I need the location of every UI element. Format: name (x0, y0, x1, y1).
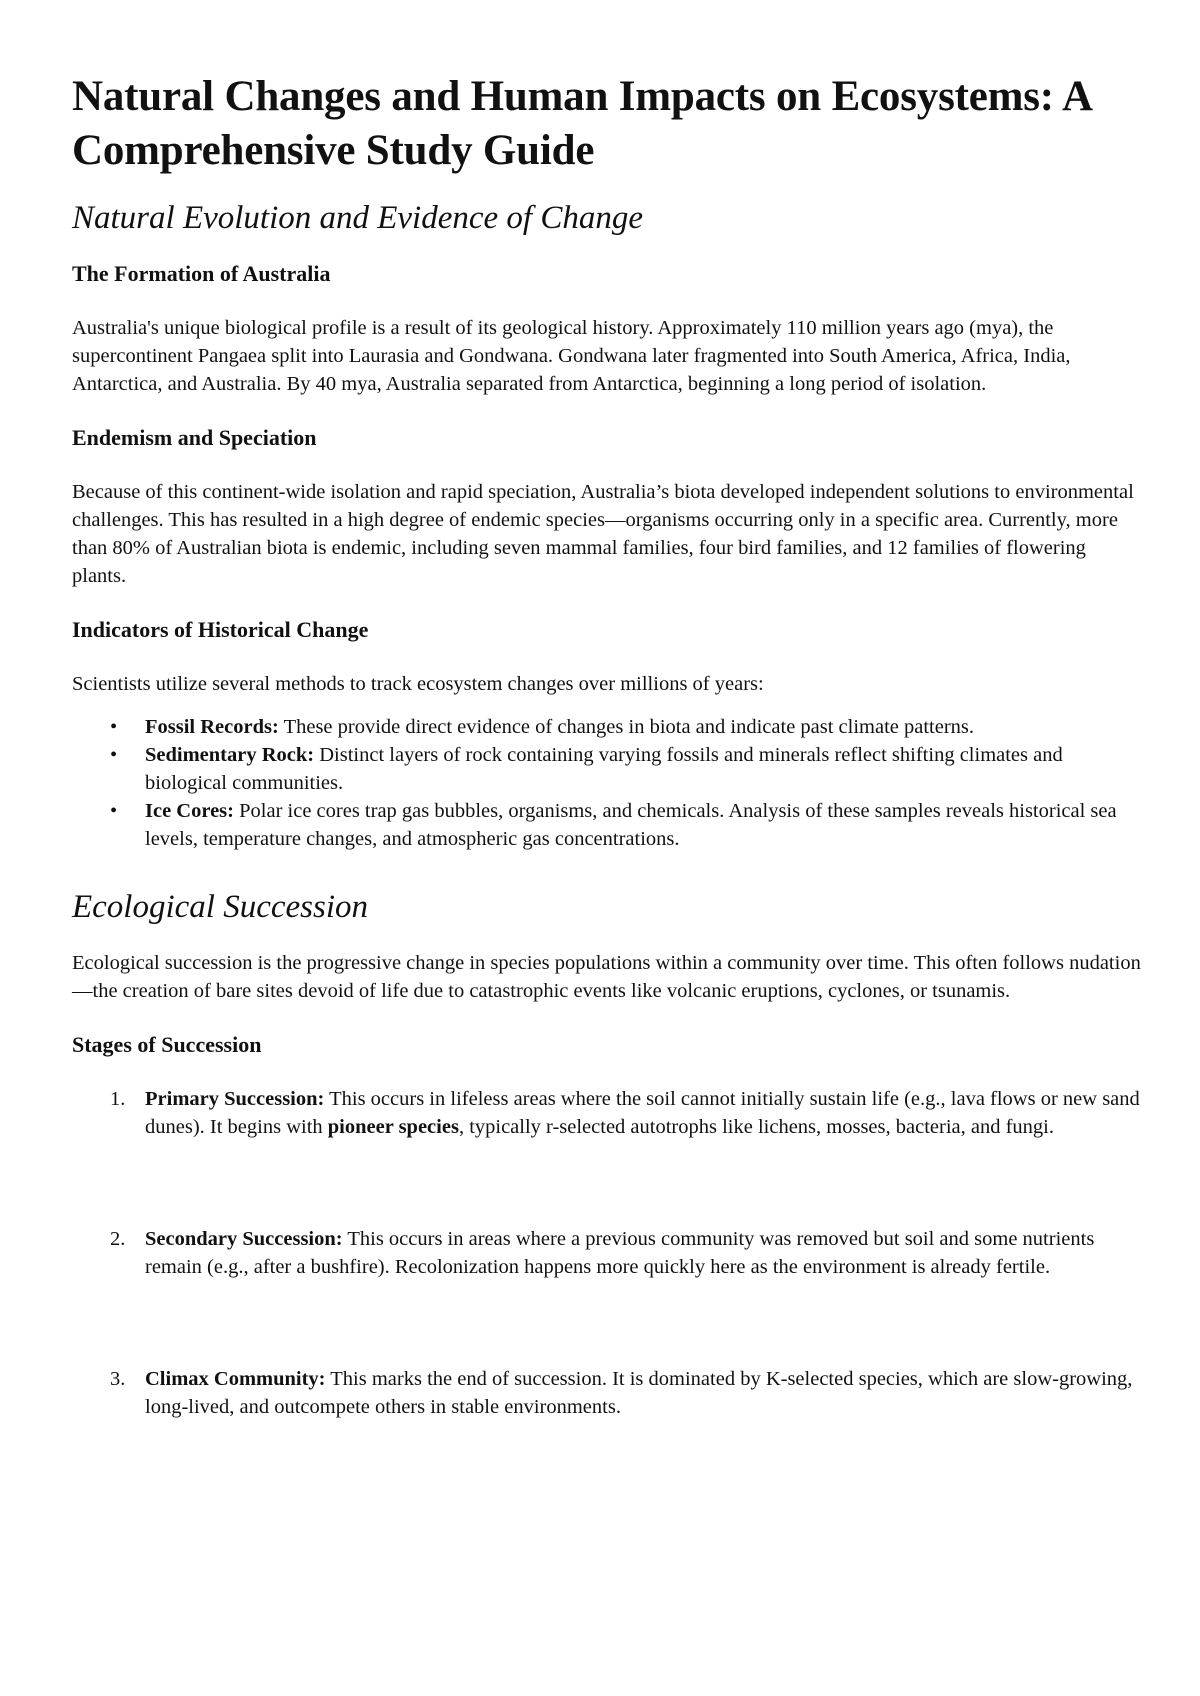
list-item-term: Sedimentary Rock: (145, 744, 315, 766)
list-item-text: This occurs in lifeless areas where the soil cannot initially sustain life (e.g., lava flows or new sand dunes). It begins with (145, 1088, 1140, 1138)
list-item-text: , typically r-selected autotrophs like lichens, mosses, bacteria, and fungi. (458, 1116, 1054, 1138)
section-heading-ecological-succession: Ecological Succession (72, 889, 369, 925)
list-item-term: Climax Community: (145, 1368, 326, 1390)
list-item (72, 1085, 1142, 1141)
list-item-number: 2. (110, 1228, 126, 1250)
paragraph-indicators-intro: Scientists utilize several methods to track ecosystem changes over millions of years: (72, 673, 764, 695)
succession-stages-list (72, 1085, 1142, 1421)
list-item-text: These provide direct evidence of changes in biota and indicate past climate patterns. (278, 716, 975, 738)
document-title: Natural Changes and Human Impacts on Ecosystems: A Comprehensive Study Guide (72, 73, 1091, 174)
paragraph-ecological-succession: Ecological succession is the progressive change in species populations within a community over time. This often follows nudation—the creation of bare sites devoid of life due to catastrophic events like volcanic eruptions, cyclones, or tsunamis. (72, 952, 1141, 1002)
list-item-term: Fossil Records: (145, 716, 279, 738)
subheading-endemism: Endemism and Speciation (72, 425, 317, 450)
paragraph-formation-of-australia: Australia's unique biological profile is a result of its geological history. Approximately 110 million years ago (mya), the supercontinent Pangaea split into Laurasia and Gondwana. Gondwana later fragmented into South America, Africa, India, Antarctica, and Australia. By 40 mya, Australia separated from Antarctica, beginning a long period of isolation. (72, 317, 1071, 395)
list-item (72, 713, 1142, 741)
list-item-emphasis: pioneer species (327, 1116, 459, 1138)
document-page (72, 70, 1142, 1421)
bullet-icon: • (110, 716, 118, 738)
list-item-number: 3. (110, 1368, 126, 1390)
list-item-text: This occurs in areas where a previous community was removed but soil and some nutrients remain (e.g., after a bushfire). Recolonization happens more quickly here as the environment is already fertile. (145, 1228, 1095, 1278)
list-item (72, 797, 1142, 853)
list-item-term: Ice Cores: (145, 800, 234, 822)
list-item (72, 1365, 1142, 1421)
subheading-formation-of-australia: The Formation of Australia (72, 261, 331, 286)
section-heading-natural-evolution: Natural Evolution and Evidence of Change (72, 200, 643, 236)
list-item-term: Primary Succession: (145, 1088, 325, 1110)
list-item (72, 1225, 1142, 1281)
list-item (72, 741, 1142, 797)
list-item-term: Secondary Succession: (145, 1228, 343, 1250)
list-item-text: Distinct layers of rock containing varying fossils and minerals reflect shifting climates and biological communities. (145, 744, 1063, 794)
list-item-text: This marks the end of succession. It is dominated by K-selected species, which are slow-growing, long-lived, and outcompete others in stable environments. (145, 1368, 1133, 1418)
bullet-icon: • (110, 744, 118, 766)
list-item-number: 1. (110, 1088, 126, 1110)
paragraph-endemism: Because of this continent-wide isolation and rapid speciation, Australia’s biota developed independent solutions to environmental challenges. This has resulted in a high degree of endemic species—organisms occurring only in a specific area. Currently, more than 80% of Australian biota is endemic, including seven mammal families, four bird families, and 12 families of flowering plants. (72, 481, 1134, 587)
list-item-text: Polar ice cores trap gas bubbles, organisms, and chemicals. Analysis of these samples reveals historical sea levels, temperature changes, and atmospheric gas concentrations. (145, 800, 1117, 850)
subheading-stages-of-succession: Stages of Succession (72, 1032, 262, 1057)
bullet-icon: • (110, 800, 118, 822)
subheading-indicators: Indicators of Historical Change (72, 617, 369, 642)
indicator-list (72, 713, 1142, 853)
